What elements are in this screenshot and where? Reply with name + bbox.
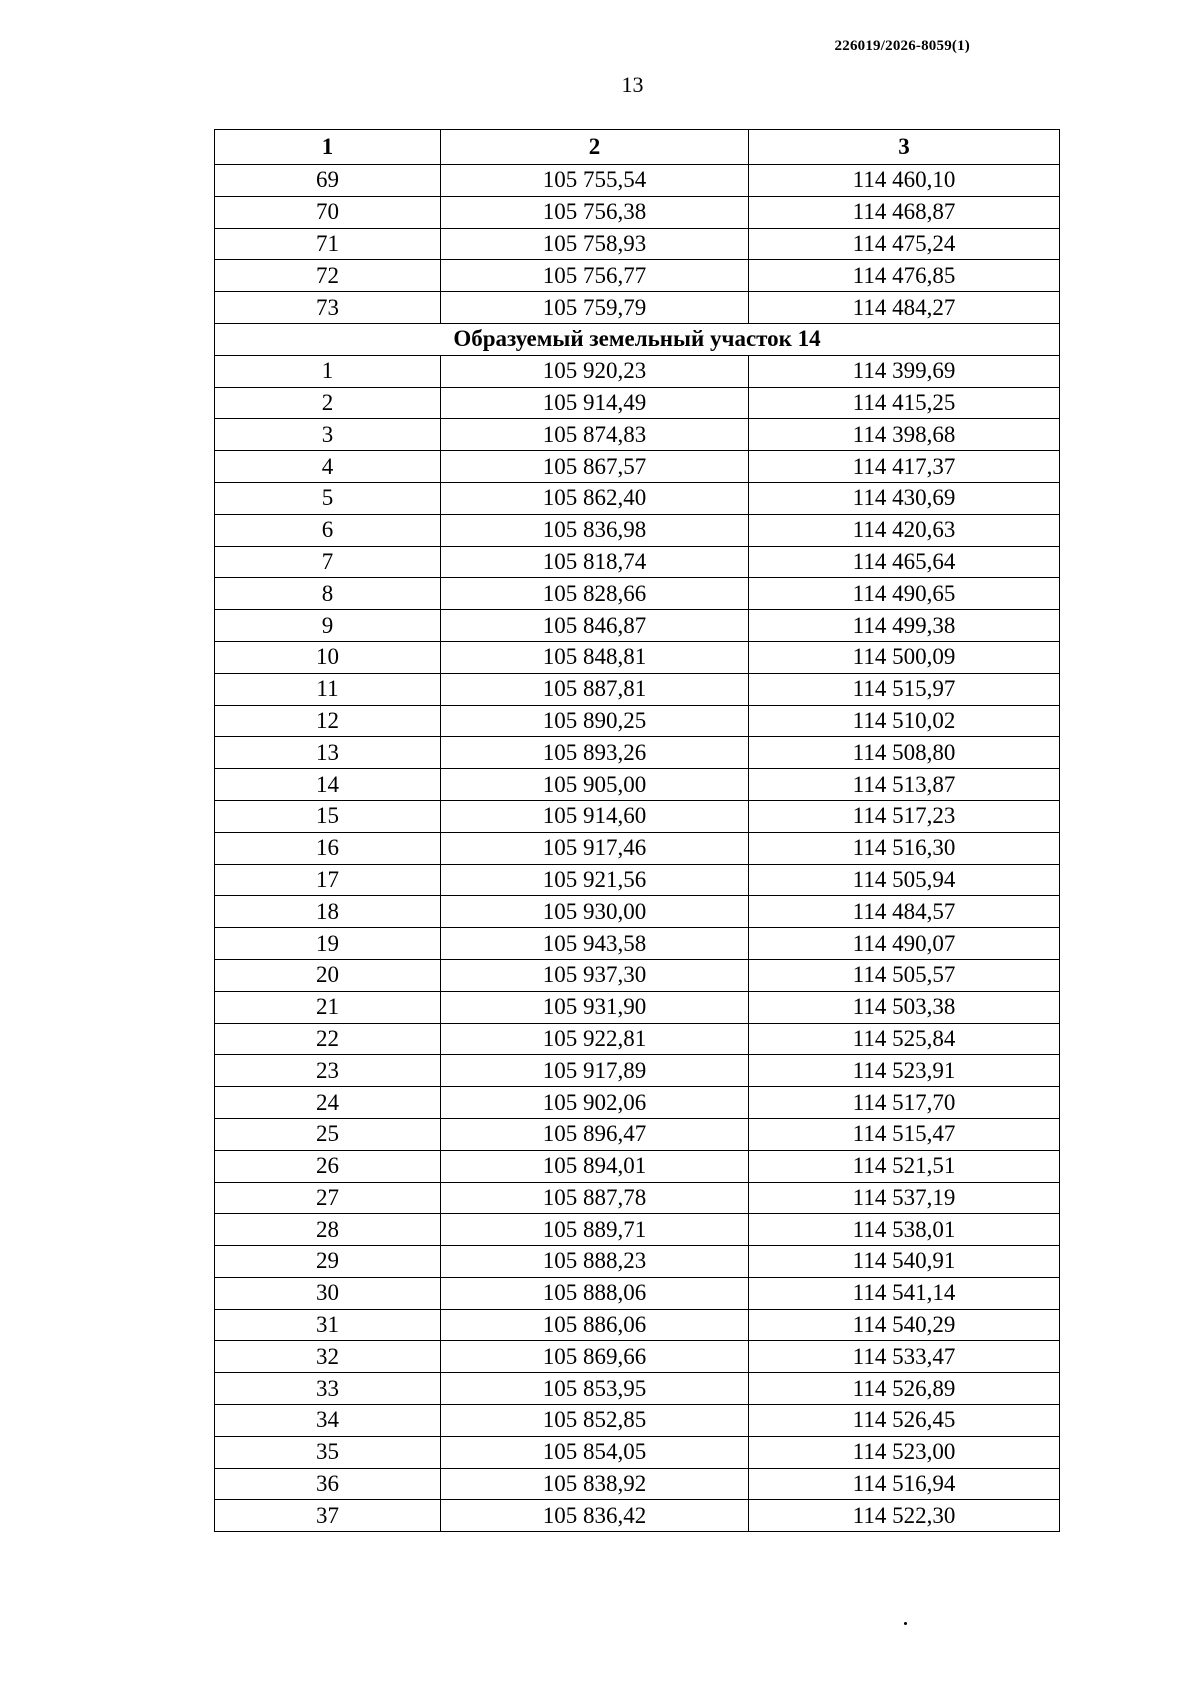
point-number-cell: 34 [215, 1405, 441, 1437]
y-coordinate-cell: 114 540,91 [749, 1246, 1060, 1278]
table-row [215, 1405, 1060, 1437]
table-row [215, 673, 1060, 705]
y-coordinate-cell: 114 517,70 [749, 1087, 1060, 1119]
x-coordinate-cell: 105 943,58 [441, 928, 749, 960]
x-coordinate-cell: 105 914,49 [441, 387, 749, 419]
x-coordinate-cell: 105 921,56 [441, 864, 749, 896]
table-row [215, 1087, 1060, 1119]
document-id: 226019/2026-8059(1) [834, 38, 970, 54]
y-coordinate-cell: 114 503,38 [749, 991, 1060, 1023]
x-coordinate-cell: 105 828,66 [441, 578, 749, 610]
y-coordinate-cell: 114 526,45 [749, 1405, 1060, 1437]
table-body-main [215, 355, 1060, 1531]
table-row [215, 1055, 1060, 1087]
x-coordinate-cell: 105 893,26 [441, 737, 749, 769]
y-coordinate-cell: 114 499,38 [749, 610, 1060, 642]
point-number-cell: 71 [215, 228, 441, 260]
x-coordinate-cell: 105 920,23 [441, 355, 749, 387]
y-coordinate-cell: 114 526,89 [749, 1373, 1060, 1405]
y-coordinate-cell: 114 515,97 [749, 673, 1060, 705]
x-coordinate-cell: 105 758,93 [441, 228, 749, 260]
y-coordinate-cell: 114 540,29 [749, 1309, 1060, 1341]
point-number-cell: 33 [215, 1373, 441, 1405]
x-coordinate-cell: 105 937,30 [441, 959, 749, 991]
table-row [215, 1182, 1060, 1214]
y-coordinate-cell: 114 490,65 [749, 578, 1060, 610]
point-number-cell: 73 [215, 292, 441, 324]
point-number-cell: 28 [215, 1214, 441, 1246]
y-coordinate-cell: 114 513,87 [749, 769, 1060, 801]
point-number-cell: 14 [215, 769, 441, 801]
point-number-cell: 12 [215, 705, 441, 737]
y-coordinate-cell: 114 505,57 [749, 959, 1060, 991]
x-coordinate-cell: 105 846,87 [441, 610, 749, 642]
table-row [215, 228, 1060, 260]
x-coordinate-cell: 105 869,66 [441, 1341, 749, 1373]
y-coordinate-cell: 114 484,27 [749, 292, 1060, 324]
table-row [215, 1468, 1060, 1500]
table-row [215, 896, 1060, 928]
coordinates-table [214, 129, 1060, 1532]
y-coordinate-cell: 114 415,25 [749, 387, 1060, 419]
table-row [215, 832, 1060, 864]
point-number-cell: 24 [215, 1087, 441, 1119]
table-row [215, 928, 1060, 960]
point-number-cell: 11 [215, 673, 441, 705]
x-coordinate-cell: 105 853,95 [441, 1373, 749, 1405]
point-number-cell: 16 [215, 832, 441, 864]
y-coordinate-cell: 114 515,47 [749, 1118, 1060, 1150]
y-coordinate-cell: 114 510,02 [749, 705, 1060, 737]
x-coordinate-cell: 105 836,42 [441, 1500, 749, 1532]
point-number-cell: 8 [215, 578, 441, 610]
table-row [215, 1214, 1060, 1246]
y-coordinate-cell: 114 516,30 [749, 832, 1060, 864]
table-row [215, 1246, 1060, 1278]
table-row [215, 292, 1060, 324]
x-coordinate-cell: 105 759,79 [441, 292, 749, 324]
column-header: 1 [215, 130, 441, 165]
column-header: 2 [441, 130, 749, 165]
table-row [215, 864, 1060, 896]
point-number-cell: 6 [215, 514, 441, 546]
point-number-cell: 36 [215, 1468, 441, 1500]
x-coordinate-cell: 105 887,78 [441, 1182, 749, 1214]
table-row [215, 514, 1060, 546]
section-header-row [215, 323, 1060, 355]
table-row [215, 991, 1060, 1023]
y-coordinate-cell: 114 484,57 [749, 896, 1060, 928]
point-number-cell: 9 [215, 610, 441, 642]
y-coordinate-cell: 114 525,84 [749, 1023, 1060, 1055]
table-row [215, 1277, 1060, 1309]
point-number-cell: 13 [215, 737, 441, 769]
y-coordinate-cell: 114 508,80 [749, 737, 1060, 769]
point-number-cell: 70 [215, 196, 441, 228]
x-coordinate-cell: 105 838,92 [441, 1468, 749, 1500]
x-coordinate-cell: 105 922,81 [441, 1023, 749, 1055]
point-number-cell: 31 [215, 1309, 441, 1341]
x-coordinate-cell: 105 894,01 [441, 1150, 749, 1182]
point-number-cell: 30 [215, 1277, 441, 1309]
point-number-cell: 69 [215, 165, 441, 197]
table-row [215, 482, 1060, 514]
y-coordinate-cell: 114 505,94 [749, 864, 1060, 896]
point-number-cell: 27 [215, 1182, 441, 1214]
point-number-cell: 17 [215, 864, 441, 896]
x-coordinate-cell: 105 867,57 [441, 451, 749, 483]
table-row [215, 610, 1060, 642]
table-row [215, 1341, 1060, 1373]
table-row [215, 546, 1060, 578]
point-number-cell: 3 [215, 419, 441, 451]
point-number-cell: 19 [215, 928, 441, 960]
y-coordinate-cell: 114 537,19 [749, 1182, 1060, 1214]
x-coordinate-cell: 105 756,77 [441, 260, 749, 292]
table-row [215, 1309, 1060, 1341]
table-row [215, 737, 1060, 769]
y-coordinate-cell: 114 523,00 [749, 1436, 1060, 1468]
section-header-body [215, 323, 1060, 355]
x-coordinate-cell: 105 914,60 [441, 800, 749, 832]
x-coordinate-cell: 105 836,98 [441, 514, 749, 546]
table-row [215, 705, 1060, 737]
table-header-row [215, 130, 1060, 165]
table-row [215, 769, 1060, 801]
x-coordinate-cell: 105 886,06 [441, 1309, 749, 1341]
x-coordinate-cell: 105 889,71 [441, 1214, 749, 1246]
table-row [215, 641, 1060, 673]
x-coordinate-cell: 105 854,05 [441, 1436, 749, 1468]
x-coordinate-cell: 105 852,85 [441, 1405, 749, 1437]
y-coordinate-cell: 114 399,69 [749, 355, 1060, 387]
point-number-cell: 10 [215, 641, 441, 673]
point-number-cell: 25 [215, 1118, 441, 1150]
point-number-cell: 72 [215, 260, 441, 292]
x-coordinate-cell: 105 902,06 [441, 1087, 749, 1119]
x-coordinate-cell: 105 818,74 [441, 546, 749, 578]
point-number-cell: 23 [215, 1055, 441, 1087]
y-coordinate-cell: 114 516,94 [749, 1468, 1060, 1500]
y-coordinate-cell: 114 538,01 [749, 1214, 1060, 1246]
table-row [215, 387, 1060, 419]
y-coordinate-cell: 114 490,07 [749, 928, 1060, 960]
point-number-cell: 15 [215, 800, 441, 832]
x-coordinate-cell: 105 888,06 [441, 1277, 749, 1309]
y-coordinate-cell: 114 500,09 [749, 641, 1060, 673]
table-row [215, 578, 1060, 610]
point-number-cell: 5 [215, 482, 441, 514]
x-coordinate-cell: 105 917,46 [441, 832, 749, 864]
point-number-cell: 2 [215, 387, 441, 419]
point-number-cell: 18 [215, 896, 441, 928]
x-coordinate-cell: 105 890,25 [441, 705, 749, 737]
y-coordinate-cell: 114 523,91 [749, 1055, 1060, 1087]
column-header: 3 [749, 130, 1060, 165]
table-row [215, 1150, 1060, 1182]
y-coordinate-cell: 114 430,69 [749, 482, 1060, 514]
y-coordinate-cell: 114 533,47 [749, 1341, 1060, 1373]
table-row [215, 1023, 1060, 1055]
point-number-cell: 35 [215, 1436, 441, 1468]
point-number-cell: 26 [215, 1150, 441, 1182]
table-row [215, 800, 1060, 832]
x-coordinate-cell: 105 917,89 [441, 1055, 749, 1087]
x-coordinate-cell: 105 756,38 [441, 196, 749, 228]
x-coordinate-cell: 105 931,90 [441, 991, 749, 1023]
table-row [215, 419, 1060, 451]
point-number-cell: 32 [215, 1341, 441, 1373]
y-coordinate-cell: 114 465,64 [749, 546, 1060, 578]
x-coordinate-cell: 105 862,40 [441, 482, 749, 514]
section-title: Образуемый земельный участок 14 [215, 323, 1060, 355]
stray-dot-mark [904, 1622, 907, 1625]
table-row [215, 196, 1060, 228]
table-body-top [215, 165, 1060, 324]
y-coordinate-cell: 114 522,30 [749, 1500, 1060, 1532]
point-number-cell: 37 [215, 1500, 441, 1532]
point-number-cell: 29 [215, 1246, 441, 1278]
table-row [215, 355, 1060, 387]
x-coordinate-cell: 105 874,83 [441, 419, 749, 451]
x-coordinate-cell: 105 848,81 [441, 641, 749, 673]
x-coordinate-cell: 105 887,81 [441, 673, 749, 705]
point-number-cell: 22 [215, 1023, 441, 1055]
x-coordinate-cell: 105 755,54 [441, 165, 749, 197]
y-coordinate-cell: 114 468,87 [749, 196, 1060, 228]
y-coordinate-cell: 114 475,24 [749, 228, 1060, 260]
table-row [215, 451, 1060, 483]
table-row [215, 1118, 1060, 1150]
point-number-cell: 21 [215, 991, 441, 1023]
point-number-cell: 7 [215, 546, 441, 578]
x-coordinate-cell: 105 896,47 [441, 1118, 749, 1150]
y-coordinate-cell: 114 517,23 [749, 800, 1060, 832]
y-coordinate-cell: 114 541,14 [749, 1277, 1060, 1309]
page-number: 13 [621, 72, 644, 97]
y-coordinate-cell: 114 521,51 [749, 1150, 1060, 1182]
point-number-cell: 20 [215, 959, 441, 991]
table-row [215, 1373, 1060, 1405]
y-coordinate-cell: 114 476,85 [749, 260, 1060, 292]
point-number-cell: 4 [215, 451, 441, 483]
x-coordinate-cell: 105 905,00 [441, 769, 749, 801]
x-coordinate-cell: 105 888,23 [441, 1246, 749, 1278]
point-number-cell: 1 [215, 355, 441, 387]
y-coordinate-cell: 114 417,37 [749, 451, 1060, 483]
table-row [215, 959, 1060, 991]
table-row [215, 260, 1060, 292]
table-row [215, 1436, 1060, 1468]
table-row [215, 165, 1060, 197]
x-coordinate-cell: 105 930,00 [441, 896, 749, 928]
table-row [215, 1500, 1060, 1532]
y-coordinate-cell: 114 420,63 [749, 514, 1060, 546]
y-coordinate-cell: 114 460,10 [749, 165, 1060, 197]
y-coordinate-cell: 114 398,68 [749, 419, 1060, 451]
